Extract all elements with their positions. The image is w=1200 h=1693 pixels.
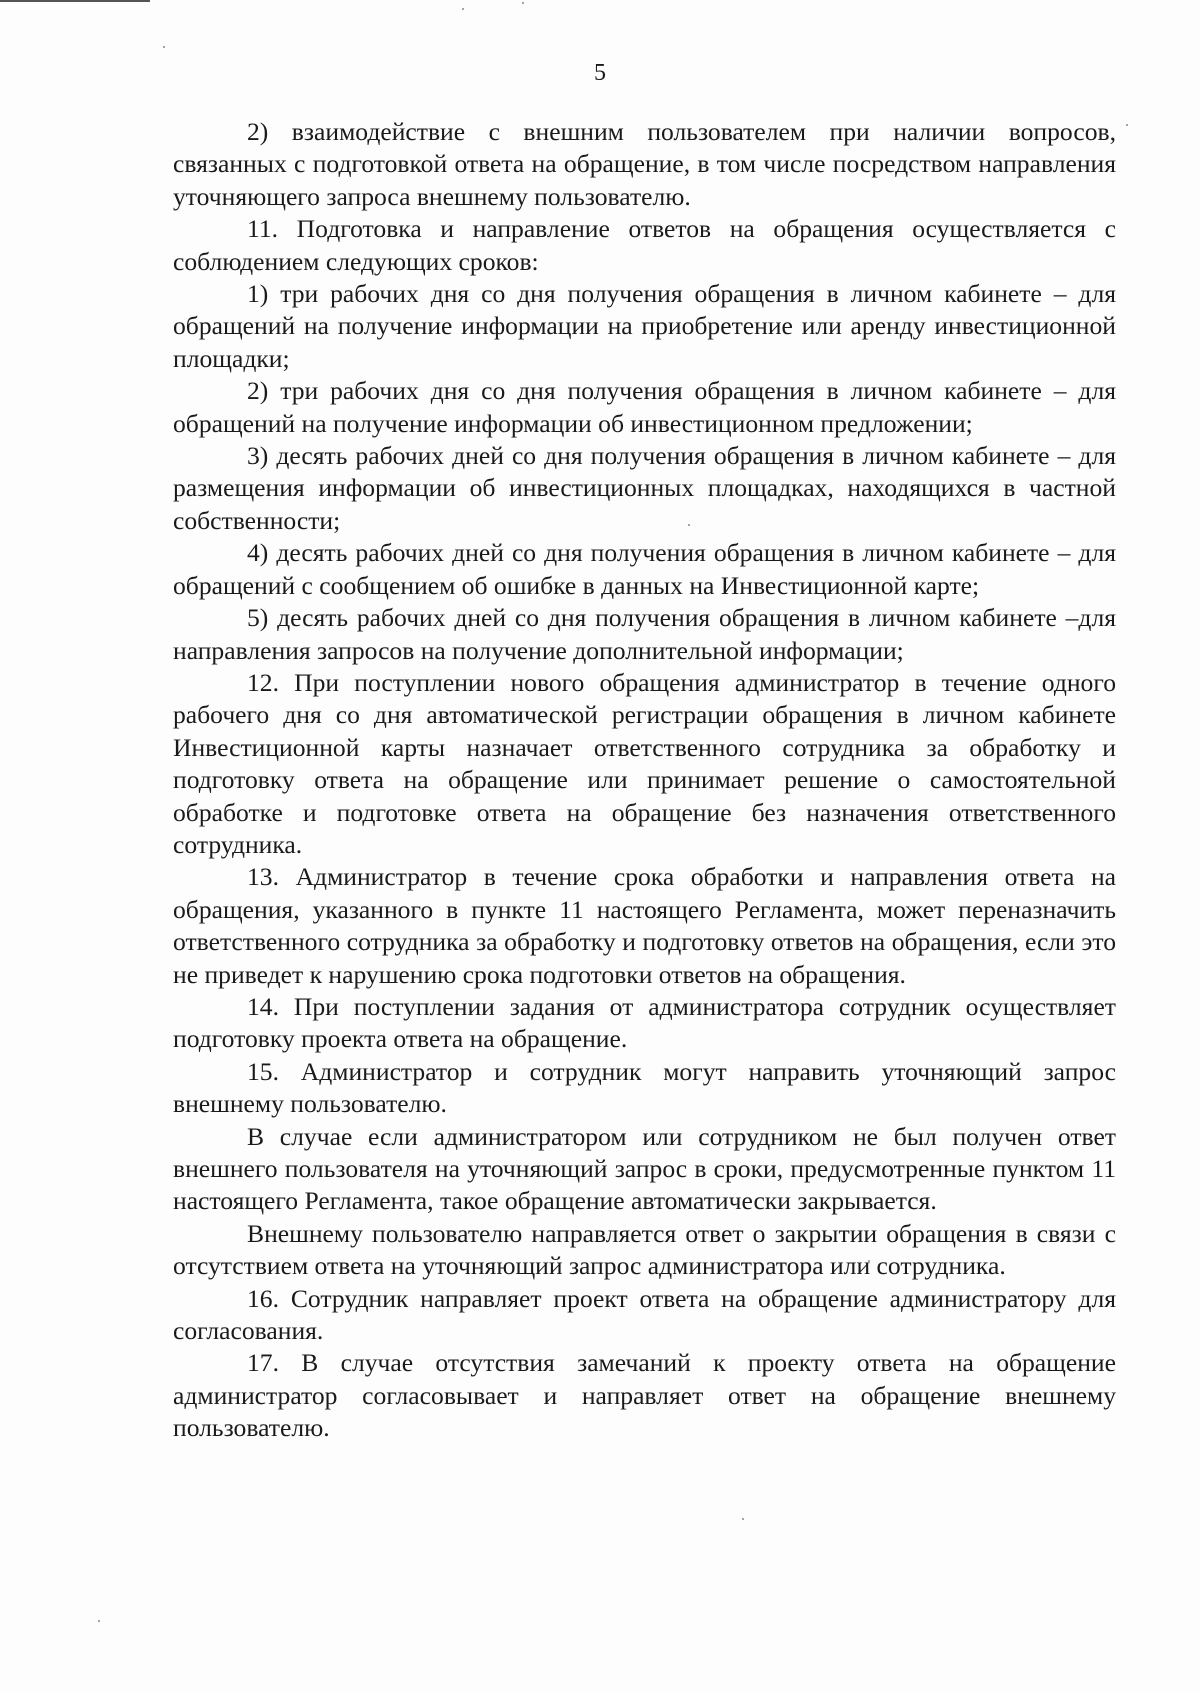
paragraph: 4) десять рабочих дней со дня получения обращения в личном кабинете – для обращений с сообщением об ошибке в данных на Инвестиционной карте; [173, 538, 1116, 600]
scan-artifact-dot [1126, 124, 1128, 126]
paragraph: Внешнему пользователю направляется ответ о закрытии обращения в связи с отсутствием ответа на уточняющий запрос администратора или сотрудника. [173, 1218, 1116, 1281]
paragraph: 5) десять рабочих дней со дня получения обращения в личном кабинете –для направления запросов на получение дополнительной информации; [173, 603, 1116, 665]
document-body [173, 116, 1116, 1445]
scan-artifact-dot [522, 2, 524, 4]
paragraph: 17. В случае отсутствия замечаний к проекту ответа на обращение администратор согласовывает и направляет ответ на обращение внешнему пользователю. [173, 1348, 1116, 1443]
paragraph: 2) три рабочих дня со дня получения обращения в личном кабинете – для обращений на получение информации об инвестиционном предложении; [173, 376, 1116, 438]
paragraph: 1) три рабочих дня со дня получения обращения в личном кабинете – для обращений на получение информации на приобретение или аренду инвестиционной площадки; [173, 279, 1116, 373]
paragraph: 16. Сотрудник направляет проект ответа на обращение администратору для согласования. [173, 1283, 1116, 1346]
scan-artifact-dot [98, 1620, 100, 1622]
paragraph: 13. Администратор в течение срока обработки и направления ответа на обращения, указанного в пункте 11 настоящего Регламента, может переназначить ответственного сотрудника за обработку и подготовку ответов на обращения, если это не приведет к нарушению срока подготовки ответов на обращения. [173, 862, 1116, 989]
paragraph: 14. При поступлении задания от администратора сотрудник осуществляет подготовку проекта ответа на обращение. [173, 991, 1116, 1054]
page-number: 5 [594, 60, 606, 86]
paragraph: 11. Подготовка и направление ответов на обращения осуществляется с соблюдением следующих сроков: [173, 214, 1116, 276]
scan-artifact-line [0, 0, 150, 2]
paragraph: 2) взаимодействие с внешним пользователем при наличии вопросов, связанных с подготовкой ответа на обращение, в том числе посредством направления уточняющего запроса внешнему пользователю. [173, 117, 1116, 211]
paragraph: В случае если администратором или сотрудником не был получен ответ внешнего пользователя на уточняющий запрос в сроки, предусмотренные пунктом 11 настоящего Регламента, такое обращение автоматически закрывается. [173, 1121, 1116, 1216]
scan-artifact-dot [742, 1518, 744, 1520]
scan-artifact-dot [462, 8, 464, 10]
scan-artifact-dot [163, 46, 165, 48]
paragraph: 15. Администратор и сотрудник могут направить уточняющий запрос внешнему пользователю. [173, 1056, 1116, 1119]
paragraph: 12. При поступлении нового обращения администратор в течение одного рабочего дня со дня автоматической регистрации обращения в личном кабинете Инвестиционной карты назначает ответственного сотрудника за обработку и подготовку ответа на обращение или принимает решение о самостоятельной обработке и подготовке ответа на обращение без назначения ответственного сотрудника. [173, 667, 1116, 859]
paragraph: 3) десять рабочих дней со дня получения обращения в личном кабинете – для размещения информации об инвестиционных площадках, находящихся в частной собственности; [173, 441, 1116, 535]
